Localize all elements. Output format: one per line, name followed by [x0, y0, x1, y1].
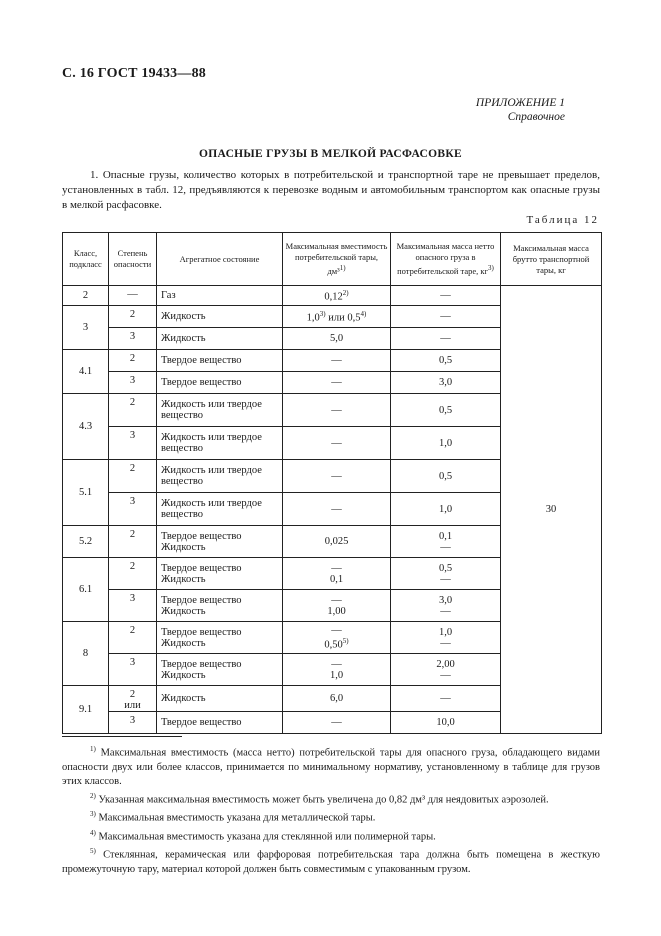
state-value: Твердое вещество: [161, 717, 242, 728]
cell-class: 6.1: [63, 558, 109, 622]
volume-number: —: [331, 404, 342, 416]
mass-value: 0,5: [438, 562, 453, 574]
state-value-2: Жидкость: [161, 573, 206, 585]
mass-value: 0,5: [438, 470, 453, 482]
footnote-text: Максимальная вместимость указана для стеклянной или полимерной тары.: [95, 831, 436, 842]
degree-value: 2: [129, 353, 136, 364]
mass-value: 10,0: [436, 717, 455, 728]
cell-class: 3: [63, 306, 109, 350]
cell-degree: [109, 526, 157, 558]
volume-value: [285, 625, 388, 636]
footnote-rule: [62, 736, 182, 737]
state-value-2: Жидкость: [161, 669, 206, 681]
volume-number: —: [331, 470, 342, 482]
cell-class: 4.1: [63, 350, 109, 394]
mass-value: 2,00: [436, 658, 455, 670]
volume-value-2: [285, 670, 388, 681]
mass-value: 3,0: [438, 377, 453, 388]
state-value: Жидкость: [161, 311, 206, 322]
footnote-number: 5): [90, 847, 96, 855]
cell-state: [157, 712, 283, 734]
cell-mass: [391, 558, 501, 590]
header-state: Агрегатное состояние: [157, 233, 283, 286]
footnote-ref: 5): [342, 636, 349, 645]
mass-value-2: —: [440, 605, 451, 617]
degree-value: 3: [129, 331, 136, 342]
cell-degree: [109, 712, 157, 734]
cell-volume: [283, 712, 391, 734]
cell-volume: [283, 306, 391, 328]
cell-class: 2: [63, 286, 109, 306]
appendix-type: Справочное: [507, 111, 565, 123]
cell-degree: [109, 654, 157, 686]
cell-state: [157, 654, 283, 686]
header-volume: Максимальная вместимость потребительской тары, дм³$^{1)}$: [283, 233, 391, 286]
degree-value: 2: [129, 625, 136, 636]
cell-volume: [283, 493, 391, 526]
state-value: Жидкость или твердое вещество: [161, 432, 262, 454]
cell-volume: [283, 372, 391, 394]
footnote-ref: 3): [319, 310, 326, 319]
volume-number-2: 1,00: [327, 605, 346, 617]
volume-number: 0,12: [324, 291, 343, 303]
volume-value: [285, 309, 388, 324]
volume-number-2: 1,0: [329, 669, 344, 681]
cell-degree: [109, 328, 157, 350]
volume-or: или: [325, 312, 348, 324]
volume-number: —: [331, 562, 342, 574]
mass-value: 1,0: [438, 503, 453, 515]
cell-mass: [391, 306, 501, 328]
volume-number: —: [331, 355, 342, 366]
degree-value: 2: [129, 309, 136, 320]
cell-state: [157, 590, 283, 622]
cell-gross: 30: [501, 286, 602, 734]
cell-degree: [109, 590, 157, 622]
footnote: [62, 807, 600, 826]
cell-degree: [109, 306, 157, 328]
cell-degree: [109, 286, 157, 306]
state-value: Газ: [161, 290, 176, 301]
cell-state: [157, 686, 283, 712]
footnote: [62, 742, 600, 789]
degree-value: 3: [129, 496, 136, 507]
cell-class: 4.3: [63, 394, 109, 460]
cell-mass: [391, 372, 501, 394]
degree-value: 3: [129, 657, 136, 668]
volume-value: [285, 693, 388, 704]
volume-number: —: [331, 437, 342, 449]
state-value: Твердое вещество: [161, 626, 242, 638]
volume-number: —: [331, 594, 342, 606]
cell-class: 9.1: [63, 686, 109, 734]
footnote-number: 2): [90, 791, 96, 800]
volume-value: [285, 659, 388, 670]
cell-volume: [283, 350, 391, 372]
cell-degree: [109, 493, 157, 526]
cell-class: 8: [63, 622, 109, 686]
volume-value-2: [285, 606, 388, 617]
mass-value: 0,1: [438, 530, 453, 542]
volume-number-2: 0,025: [324, 536, 349, 547]
footnote-text: Стеклянная, керамическая или фарфоровая потребительская тара должна быть помещена в жесткую промежуточную тару, материал которой должен быть совместимым с упакованным грузом.: [62, 849, 600, 875]
volume-value-2: [285, 636, 388, 651]
intro-paragraph: 1. Опасные грузы, количество которых в потребительской и транспортной таре не превышает пределов, установленных в табл. 12, предъявляются к перевозке водным и автомобильным транспортом как опасные грузы в мелкой расфасовке.: [62, 169, 600, 211]
state-value: Твердое вещество: [161, 530, 242, 542]
cell-degree: [109, 622, 157, 654]
cell-degree: [109, 558, 157, 590]
degree-value: 3: [129, 375, 136, 386]
state-value: Жидкость: [161, 333, 206, 344]
state-value: Твердое вещество: [161, 658, 242, 670]
mass-value: —: [440, 693, 451, 704]
cell-mass: [391, 654, 501, 686]
mass-value-2: —: [440, 637, 451, 649]
footnote: [62, 826, 600, 845]
state-value: Твердое вещество: [161, 594, 242, 606]
state-value: Жидкость или твердое вещество: [161, 498, 262, 520]
appendix-title: ПРИЛОЖЕНИЕ 1: [475, 97, 565, 109]
appendix-label: [476, 96, 565, 124]
cell-volume: [283, 394, 391, 427]
cell-mass: [391, 328, 501, 350]
cell-volume: [283, 686, 391, 712]
cell-degree: [109, 350, 157, 372]
cell-mass: [391, 712, 501, 734]
cell-mass: [391, 286, 501, 306]
page-header: С. 16 ГОСТ 19433—88: [62, 66, 206, 81]
degree-value: 2: [129, 689, 136, 700]
header-class: Класс, подкласс: [63, 233, 109, 286]
cell-state: [157, 558, 283, 590]
footnote-number: 1): [90, 745, 96, 753]
cell-state: [157, 306, 283, 328]
cell-volume: [283, 622, 391, 654]
volume-number: —: [331, 377, 342, 388]
cell-volume: [283, 460, 391, 493]
cell-volume: [283, 526, 391, 558]
cell-mass: [391, 350, 501, 372]
footnote-text: Указанная максимальная вместимость может быть увеличена до 0,82 дм³ для неядовитых аэрозолей.: [95, 794, 549, 805]
volume-number: —: [331, 503, 342, 515]
cell-state: [157, 286, 283, 306]
volume-value: [285, 333, 388, 344]
cell-volume: [283, 427, 391, 460]
cell-volume: [283, 328, 391, 350]
cell-state: [157, 350, 283, 372]
volume-value: [285, 504, 388, 515]
table-row: [63, 286, 602, 306]
cell-class: 5.1: [63, 460, 109, 526]
mass-value: 3,0: [438, 594, 453, 606]
table-body: [63, 286, 602, 734]
cell-state: [157, 493, 283, 526]
header-gross: Максимальная масса брутто транспортной тары, кг: [501, 233, 602, 286]
cell-state: [157, 460, 283, 493]
cell-mass: [391, 394, 501, 427]
cell-degree: [109, 686, 157, 712]
cell-mass: [391, 493, 501, 526]
mass-value-2: —: [440, 669, 451, 681]
volume-value: [285, 377, 388, 388]
volume-number: 6,0: [329, 693, 344, 704]
state-value: Жидкость: [161, 693, 206, 704]
degree-value: 3: [129, 593, 136, 604]
degree-value: 3: [129, 430, 136, 441]
footnotes: [62, 742, 600, 877]
cell-mass: [391, 460, 501, 493]
footnote-number: 4): [90, 828, 96, 837]
mass-value: 0,5: [438, 404, 453, 416]
volume-number-2: 0,5: [347, 312, 361, 324]
mass-value: —: [440, 311, 451, 322]
state-value: Твердое вещество: [161, 377, 242, 388]
state-value: Твердое вещество: [161, 562, 242, 574]
cell-volume: [283, 558, 391, 590]
hazard-table: [62, 232, 602, 734]
cell-degree: [109, 394, 157, 427]
cell-mass: [391, 427, 501, 460]
cell-mass: [391, 526, 501, 558]
volume-value: [285, 288, 388, 303]
state-value: Жидкость или твердое вещество: [161, 465, 262, 487]
footnote: [62, 789, 600, 808]
degree-value: 2: [129, 397, 136, 408]
volume-value: [285, 405, 388, 416]
table-caption: Таблица 12: [526, 214, 599, 226]
cell-volume: [283, 654, 391, 686]
volume-value: [285, 471, 388, 482]
cell-state: [157, 372, 283, 394]
volume-value: [285, 563, 388, 574]
degree-value: 2: [129, 529, 136, 540]
mass-value: 1,0: [438, 437, 453, 449]
cell-degree: [109, 427, 157, 460]
footnote-text: Максимальная вместимость (масса нетто) потребительской тары для опасного груза, обладающего видами опасности двух или более классов, принимается по минимальному нормативу, установленному в таблице для грузов этих классов.: [62, 747, 600, 787]
cell-volume: [283, 286, 391, 306]
degree-value: 2: [129, 561, 136, 572]
mass-value: —: [440, 290, 451, 301]
volume-value-2: [285, 574, 388, 585]
cell-degree: [109, 372, 157, 394]
footnote-ref: 2): [342, 289, 349, 298]
volume-number: —: [331, 624, 342, 636]
volume-value: [285, 355, 388, 366]
volume-number: —: [331, 658, 342, 670]
mass-value: 1,0: [438, 626, 453, 638]
volume-number: —: [331, 717, 342, 728]
volume-value: [285, 438, 388, 449]
volume-number-2: 0,1: [329, 573, 344, 585]
degree-value: 3: [129, 715, 136, 726]
footnote: [62, 844, 600, 877]
footnote-ref: 4): [360, 310, 367, 319]
cell-volume: [283, 590, 391, 622]
section-title: ОПАСНЫЕ ГРУЗЫ В МЕЛКОЙ РАСФАСОВКЕ: [199, 148, 462, 160]
cell-mass: [391, 590, 501, 622]
header-degree: Степень опасности: [109, 233, 157, 286]
volume-value: [285, 717, 388, 728]
cell-state: [157, 394, 283, 427]
state-value: Жидкость или твердое вещество: [161, 399, 262, 421]
mass-value-2: —: [440, 573, 451, 585]
degree-or: или: [124, 700, 141, 711]
table-header-row: [63, 233, 602, 286]
cell-state: [157, 427, 283, 460]
cell-state: [157, 328, 283, 350]
mass-value-2: —: [440, 541, 451, 553]
footnote-number: 3): [90, 810, 96, 818]
degree-value: —: [127, 289, 138, 300]
state-value-2: Жидкость: [161, 637, 206, 649]
degree-value: 2: [129, 463, 136, 474]
cell-state: [157, 622, 283, 654]
mass-value: 0,5: [438, 355, 453, 366]
volume-number-2: 0,50: [324, 639, 343, 651]
state-value: Твердое вещество: [161, 355, 242, 366]
volume-number: 1,0: [306, 312, 320, 324]
cell-state: [157, 526, 283, 558]
cell-degree: [109, 460, 157, 493]
header-mass: Максимальная масса нетто опасного груза в потребительской таре, $кг^{3)}$: [391, 233, 501, 286]
mass-value: —: [440, 333, 451, 344]
cell-mass: [391, 686, 501, 712]
volume-value: [285, 595, 388, 606]
state-value-2: Жидкость: [161, 605, 206, 617]
volume-number: 5,0: [329, 333, 344, 344]
state-value-2: Жидкость: [161, 541, 206, 553]
volume-value-2: [285, 536, 388, 547]
footnote-text: Максимальная вместимость указана для металлической тары.: [95, 812, 376, 824]
cell-mass: [391, 622, 501, 654]
cell-class: 5.2: [63, 526, 109, 558]
